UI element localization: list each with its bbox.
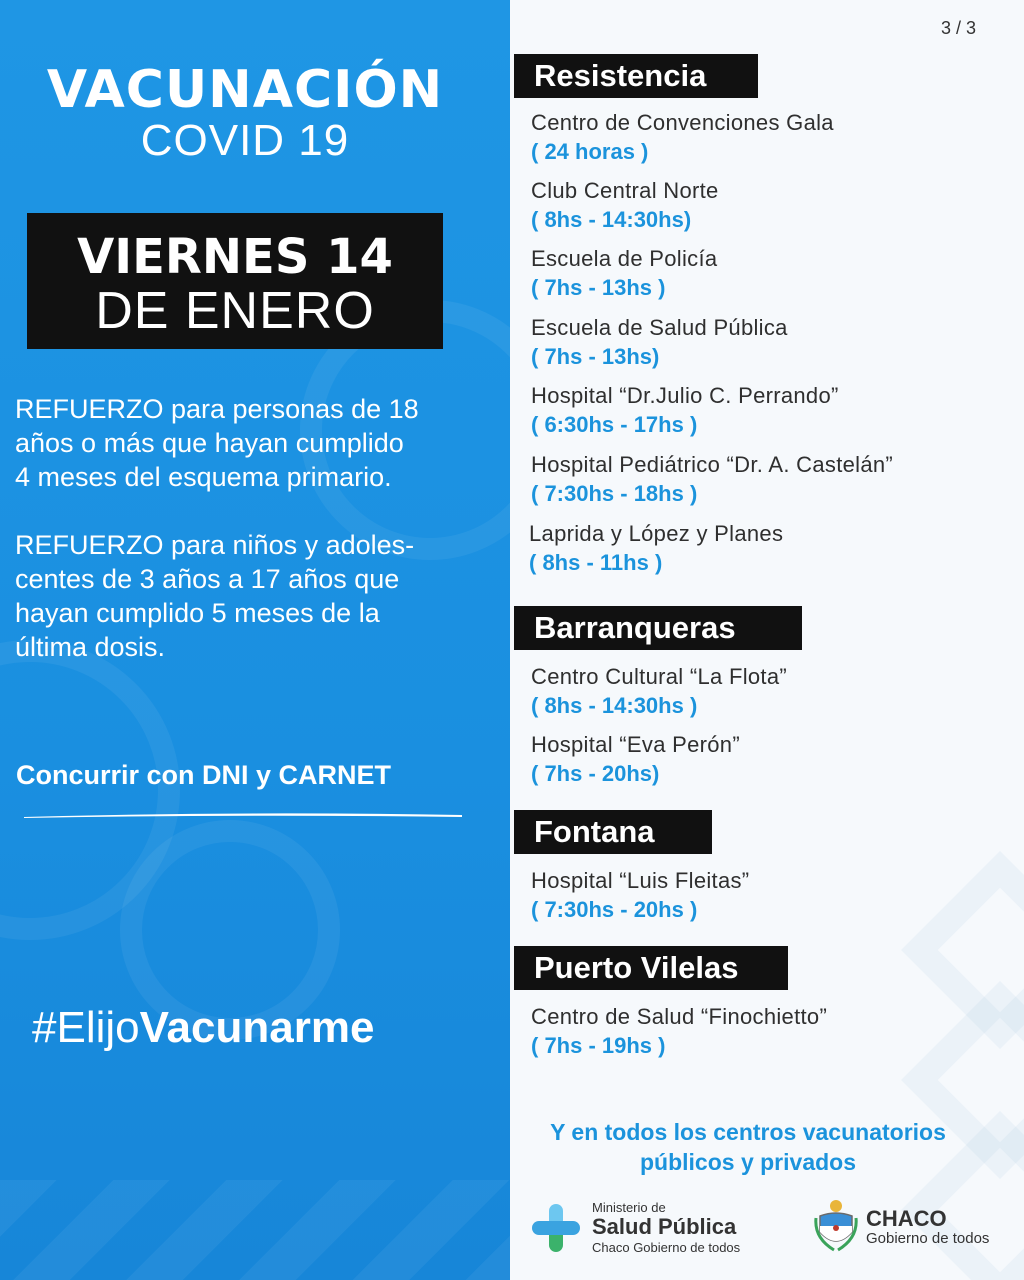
provincial-seal-icon (814, 1198, 858, 1254)
site-name: Laprida y López y Planes (529, 521, 784, 546)
site-hours: ( 7hs - 20hs) (531, 761, 660, 786)
site-hours: ( 8hs - 11hs ) (529, 550, 663, 575)
title-covid: COVID 19 (140, 116, 350, 165)
date-day: VIERNES 14 (77, 229, 393, 285)
city-label-resistencia: Resistencia (514, 54, 758, 98)
booster-children-text (15, 528, 495, 664)
medical-cross-icon (532, 1204, 580, 1252)
text-line: años o más que hayan cumplido (15, 428, 404, 458)
site-hours: ( 7hs - 13hs) (531, 344, 660, 369)
date-box (27, 213, 443, 349)
site-hours: ( 6:30hs - 17hs ) (531, 412, 698, 437)
site-name: Hospital “Eva Perón” (531, 732, 740, 757)
ministry-line2: Salud Pública (592, 1214, 737, 1239)
city-label-barranqueras: Barranqueras (514, 606, 802, 650)
left-panel (0, 0, 510, 1280)
text-line: REFUERZO para personas de 18 (15, 394, 419, 424)
ministry-line3: Chaco Gobierno de todos (592, 1240, 741, 1255)
text-line: 4 meses del esquema primario. (15, 462, 392, 492)
booster-adults-text (15, 392, 495, 494)
site-name: Club Central Norte (531, 178, 719, 203)
site-name: Hospital “Dr.Julio C. Perrando” (531, 383, 839, 408)
site-name: Centro de Salud “Finochietto” (531, 1004, 828, 1029)
text-line: última dosis. (15, 632, 166, 662)
footer-note-line: públicos y privados (640, 1149, 856, 1175)
site-name: Centro de Convenciones Gala (531, 110, 834, 135)
text-line: hayan cumplido 5 meses de la (15, 598, 380, 628)
hashtag-bold: Vacunarme (139, 1003, 375, 1052)
site-hours: ( 7hs - 13hs ) (531, 275, 666, 300)
site-hours: ( 8hs - 14:30hs) (531, 207, 692, 232)
city-label-puerto-vilelas: Puerto Vilelas (514, 946, 788, 990)
site-hours: ( 7hs - 19hs ) (531, 1033, 666, 1058)
site-name: Hospital Pediátrico “Dr. A. Castelán” (531, 452, 894, 477)
hashtag (32, 1003, 374, 1053)
site-hours: ( 7:30hs - 18hs ) (531, 481, 698, 506)
decorative-band (0, 1180, 510, 1280)
chaco-line2: Gobierno de todos (866, 1230, 990, 1247)
title-vacunacion: VACUNACIÓN (46, 60, 444, 120)
page-indicator: 3 / 3 (940, 18, 976, 38)
site-name: Escuela de Policía (531, 246, 718, 271)
ministry-line1: Ministerio de (592, 1200, 666, 1215)
footer-note-line: Y en todos los centros vacunatorios (550, 1119, 946, 1145)
site-name: Centro Cultural “La Flota” (531, 664, 788, 689)
site-hours: ( 8hs - 14:30hs ) (531, 693, 698, 718)
right-panel (510, 0, 1024, 1280)
site-hours: ( 24 horas ) (531, 139, 649, 164)
site-name: Hospital “Luis Fleitas” (531, 868, 750, 893)
text-line: centes de 3 años a 17 años que (15, 564, 400, 594)
text-line: REFUERZO para niños y adoles- (15, 530, 415, 560)
requirement-text: Concurrir con DNI y CARNET (16, 760, 392, 790)
hashtag-prefix: #Elijo (32, 1003, 140, 1052)
footer-note (510, 1117, 986, 1177)
brush-underline (24, 812, 462, 818)
chaco-line1: CHACO (866, 1206, 947, 1231)
site-name: Escuela de Salud Pública (531, 315, 788, 340)
date-month: DE ENERO (95, 282, 375, 340)
city-label-fontana: Fontana (514, 810, 712, 854)
site-hours: ( 7:30hs - 20hs ) (531, 897, 698, 922)
